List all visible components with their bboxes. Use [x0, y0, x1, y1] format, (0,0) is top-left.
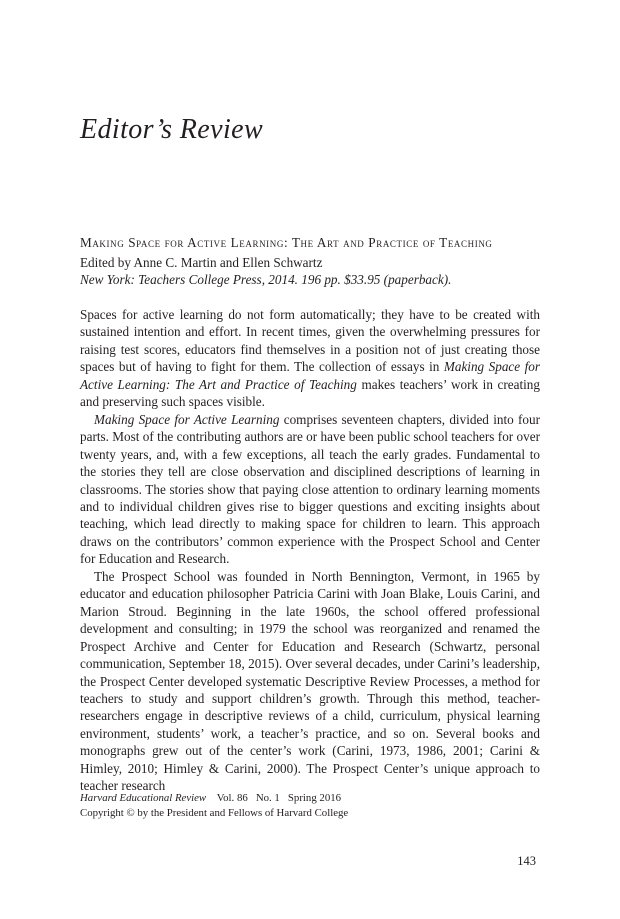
review-body: [80, 306, 540, 795]
paragraph-1-book-title: Making Space for Active Learning: The Art and Practice of Teaching: [80, 359, 540, 392]
paragraph-3: [80, 568, 540, 795]
book-editors: Edited by Anne C. Martin and Ellen Schwartz: [80, 254, 323, 270]
issue-info: Vol. 86 No. 1 Spring 2016: [206, 792, 342, 804]
journal-issue-line: [80, 791, 540, 806]
page-title: Editor’s Review: [80, 114, 264, 145]
paragraph-2: [80, 411, 540, 568]
book-publication-info: New York: Teachers College Press, 2014. 196 pp. $33.95 (paperback).: [80, 272, 452, 287]
paragraph-1-text-end: makes teachers’ work in creating and preserving such spaces visible.: [80, 376, 540, 410]
book-title: Making Space for Active Learning: The Art and Practice of Teaching: [80, 235, 493, 250]
paragraph-1-text: Spaces for active learning do not form automatically; they have to be created with sustained intention and effort. In recent times, given the overwhelming pressures for raising test scores, educators find themselves in a position not of just creating those spaces but of having to fight for them. The collection of essays in: [80, 307, 540, 375]
paragraph-3-text: The Prospect School was founded in North Bennington, Vermont, in 1965 by educator and education philosopher Patricia Carini with Joan Blake, Louis Carini, and Marion Stroud. Beginning in the late 1960s, the school offered professional development and consulting; in 1979 the school was reorganized and renamed the Prospect Archive and Center for Education and Research (Schwartz, personal communication, September 18, 2015). Over several decades, under Carini’s leadership, the Prospect Center developed systematic Descriptive Review Processes, a method for teachers to study and support children’s growth. Through this method, teacher-researchers engage in descriptive reviews of a child, curriculum, physical learning environment, students’ work, a teacher’s practice, and so on. Several books and monographs grew out of the center’s work (Carini, 1973, 1986, 2001; Carini & Himley, 2010; Himley & Carini, 2000). The Prospect Center’s unique approach to teacher research: [80, 568, 540, 794]
paragraph-1: [80, 306, 540, 411]
paragraph-2-book-title: Making Space for Active Learning: [94, 411, 280, 427]
journal-name: Harvard Educational Review: [80, 792, 207, 804]
page-number: 143: [517, 854, 536, 868]
paragraph-2-text: comprises seventeen chapters, divided into four parts. Most of the contributing authors are or have been public school teachers for over twenty years, and, with a few exceptions, all teach the early grades. Fundamental to the stories they tell are close observation and disciplined descriptions of learning in classrooms. The stories show that paying close attention to ordinary learning moments and to individual children gives rise to bigger questions and exciting insights about teaching, which lead directly to making space for children to learn. This approach draws on the contributors’ common experience with the Prospect School and Center for Education and Research.: [80, 411, 540, 567]
journal-footer: [80, 791, 540, 820]
book-header: [80, 234, 540, 289]
copyright-line: Copyright © by the President and Fellows of Harvard College: [80, 806, 349, 819]
